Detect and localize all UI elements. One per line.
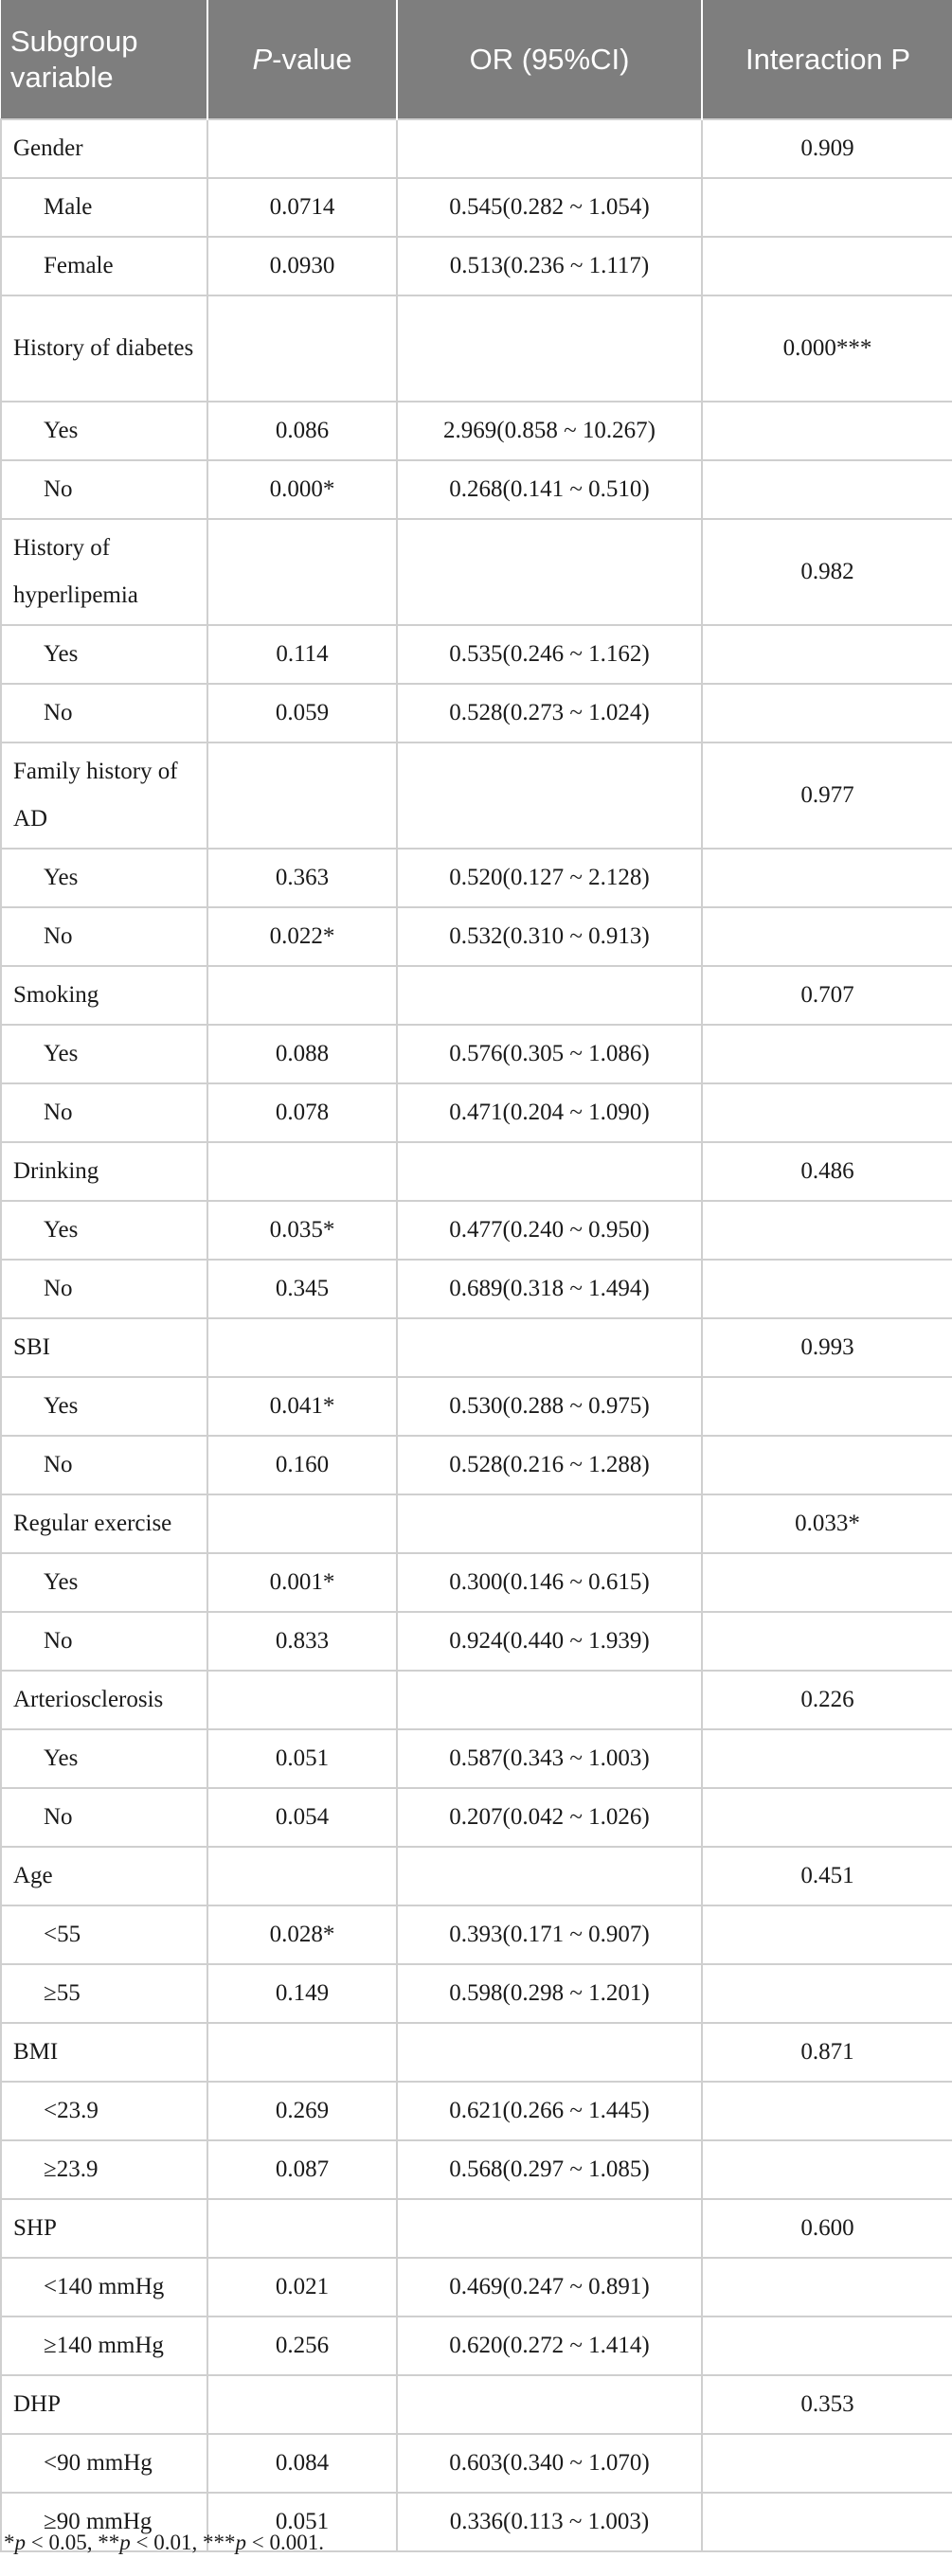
subgroup-row <box>1 2082 952 2140</box>
cell-interaction-p <box>702 1612 952 1671</box>
cell-p-value: 0.035* <box>207 1201 397 1260</box>
cell-p-value <box>207 966 397 1025</box>
cell-interaction-p: 0.982 <box>702 519 952 625</box>
group-row <box>1 742 952 849</box>
cell-p-value: 0.149 <box>207 1964 397 2023</box>
cell-interaction-p <box>702 1083 952 1142</box>
cell-or-ci <box>397 1847 702 1905</box>
cell-interaction-p: 0.707 <box>702 966 952 1025</box>
cell-or-ci: 0.532(0.310 ~ 0.913) <box>397 907 702 966</box>
subgroup-row <box>1 625 952 684</box>
cell-or-ci <box>397 1142 702 1201</box>
cell-or-ci: 0.598(0.298 ~ 1.201) <box>397 1964 702 2023</box>
cell-interaction-p <box>702 460 952 519</box>
cell-variable: <23.9 <box>1 2082 207 2140</box>
cell-p-value <box>207 2199 397 2258</box>
cell-interaction-p: 0.871 <box>702 2023 952 2082</box>
cell-variable: Age <box>1 1847 207 1905</box>
cell-p-value: 0.051 <box>207 2493 397 2551</box>
cell-variable: History of hyperlipemia <box>1 519 207 625</box>
cell-interaction-p <box>702 1905 952 1964</box>
cell-variable: Yes <box>1 849 207 907</box>
cell-variable: SHP <box>1 2199 207 2258</box>
subgroup-row <box>1 2258 952 2317</box>
cell-p-value: 0.087 <box>207 2140 397 2199</box>
cell-interaction-p <box>702 1788 952 1847</box>
cell-interaction-p: 0.033* <box>702 1494 952 1553</box>
cell-interaction-p: 0.451 <box>702 1847 952 1905</box>
cell-interaction-p <box>702 402 952 460</box>
footnote-p3: p <box>235 2531 246 2554</box>
cell-p-value: 0.256 <box>207 2317 397 2375</box>
cell-variable: No <box>1 684 207 742</box>
cell-variable: No <box>1 1612 207 1671</box>
cell-interaction-p <box>702 1377 952 1436</box>
cell-p-value: 0.269 <box>207 2082 397 2140</box>
cell-variable: Family history of AD <box>1 742 207 849</box>
header-p-italic: P <box>252 42 273 76</box>
subgroup-row <box>1 1729 952 1788</box>
cell-or-ci: 0.207(0.042 ~ 1.026) <box>397 1788 702 1847</box>
cell-interaction-p: 0.226 <box>702 1671 952 1729</box>
cell-or-ci: 0.545(0.282 ~ 1.054) <box>397 178 702 237</box>
cell-interaction-p <box>702 1025 952 1083</box>
cell-interaction-p <box>702 907 952 966</box>
cell-variable: ≥23.9 <box>1 2140 207 2199</box>
cell-variable: ≥90 mmHg <box>1 2493 207 2551</box>
cell-p-value: 0.363 <box>207 849 397 907</box>
subgroup-row <box>1 1964 952 2023</box>
group-row <box>1 119 952 178</box>
cell-p-value <box>207 2375 397 2434</box>
cell-interaction-p <box>702 2493 952 2551</box>
cell-variable: Yes <box>1 1553 207 1612</box>
cell-or-ci: 0.477(0.240 ~ 0.950) <box>397 1201 702 1260</box>
cell-p-value <box>207 119 397 178</box>
cell-p-value: 0.022* <box>207 907 397 966</box>
cell-or-ci: 0.576(0.305 ~ 1.086) <box>397 1025 702 1083</box>
cell-or-ci <box>397 119 702 178</box>
footnote-t2: < 0.01, *** <box>130 2531 236 2554</box>
cell-p-value <box>207 1671 397 1729</box>
footnote-t1: < 0.05, ** <box>26 2531 120 2554</box>
footnote-p2: p <box>119 2531 131 2554</box>
subgroup-row <box>1 1553 952 1612</box>
cell-variable: <55 <box>1 1905 207 1964</box>
cell-p-value: 0.0930 <box>207 237 397 295</box>
cell-or-ci: 0.620(0.272 ~ 1.414) <box>397 2317 702 2375</box>
group-row <box>1 519 952 625</box>
cell-or-ci <box>397 519 702 625</box>
cell-or-ci: 0.568(0.297 ~ 1.085) <box>397 2140 702 2199</box>
cell-interaction-p <box>702 2140 952 2199</box>
cell-or-ci: 0.528(0.273 ~ 1.024) <box>397 684 702 742</box>
cell-or-ci <box>397 966 702 1025</box>
cell-interaction-p: 0.977 <box>702 742 952 849</box>
subgroup-row <box>1 460 952 519</box>
cell-p-value: 0.833 <box>207 1612 397 1671</box>
header-row <box>1 0 952 119</box>
cell-variable: Yes <box>1 402 207 460</box>
group-row <box>1 1494 952 1553</box>
cell-variable: No <box>1 1083 207 1142</box>
subgroup-row <box>1 402 952 460</box>
table-body <box>1 119 952 2551</box>
header-p-value <box>207 0 397 119</box>
cell-variable: <90 mmHg <box>1 2434 207 2493</box>
footnote-p1: p <box>14 2531 26 2554</box>
cell-p-value: 0.078 <box>207 1083 397 1142</box>
subgroup-row <box>1 1436 952 1494</box>
cell-or-ci <box>397 295 702 402</box>
cell-interaction-p: 0.353 <box>702 2375 952 2434</box>
cell-variable: BMI <box>1 2023 207 2082</box>
group-row <box>1 1142 952 1201</box>
subgroup-row <box>1 849 952 907</box>
cell-variable: <140 mmHg <box>1 2258 207 2317</box>
cell-or-ci: 0.924(0.440 ~ 1.939) <box>397 1612 702 1671</box>
cell-interaction-p <box>702 2258 952 2317</box>
subgroup-row <box>1 237 952 295</box>
group-row <box>1 1847 952 1905</box>
cell-or-ci: 0.469(0.247 ~ 0.891) <box>397 2258 702 2317</box>
cell-interaction-p <box>702 237 952 295</box>
header-or-ci: OR (95%CI) <box>397 0 702 119</box>
cell-or-ci: 0.689(0.318 ~ 1.494) <box>397 1260 702 1318</box>
cell-variable: Yes <box>1 1377 207 1436</box>
subgroup-row <box>1 1377 952 1436</box>
footnote-t3: < 0.001. <box>245 2531 324 2554</box>
header-subgroup-variable: Subgroup variable <box>1 0 207 119</box>
cell-variable: SBI <box>1 1318 207 1377</box>
cell-or-ci: 0.513(0.236 ~ 1.117) <box>397 237 702 295</box>
cell-variable: Yes <box>1 1025 207 1083</box>
subgroup-row <box>1 1025 952 1083</box>
cell-variable: Yes <box>1 625 207 684</box>
cell-variable: DHP <box>1 2375 207 2434</box>
cell-variable: No <box>1 1436 207 1494</box>
cell-or-ci <box>397 1494 702 1553</box>
subgroup-row <box>1 2317 952 2375</box>
group-row <box>1 966 952 1025</box>
subgroup-row <box>1 178 952 237</box>
group-row <box>1 2199 952 2258</box>
cell-or-ci: 2.969(0.858 ~ 10.267) <box>397 402 702 460</box>
cell-interaction-p <box>702 1729 952 1788</box>
cell-p-value: 0.160 <box>207 1436 397 1494</box>
cell-variable: Yes <box>1 1729 207 1788</box>
cell-variable: No <box>1 1788 207 1847</box>
cell-p-value: 0.114 <box>207 625 397 684</box>
cell-or-ci: 0.268(0.141 ~ 0.510) <box>397 460 702 519</box>
cell-variable: History of diabetes <box>1 295 207 402</box>
cell-p-value: 0.041* <box>207 1377 397 1436</box>
cell-or-ci: 0.621(0.266 ~ 1.445) <box>397 2082 702 2140</box>
cell-p-value <box>207 2023 397 2082</box>
group-row <box>1 1671 952 1729</box>
cell-variable: Gender <box>1 119 207 178</box>
cell-p-value <box>207 295 397 402</box>
cell-variable: No <box>1 907 207 966</box>
cell-p-value <box>207 1847 397 1905</box>
cell-p-value: 0.086 <box>207 402 397 460</box>
subgroup-row <box>1 684 952 742</box>
cell-p-value: 0.084 <box>207 2434 397 2493</box>
cell-p-value <box>207 519 397 625</box>
subgroup-row <box>1 1083 952 1142</box>
cell-or-ci <box>397 742 702 849</box>
cell-interaction-p: 0.600 <box>702 2199 952 2258</box>
cell-or-ci <box>397 2023 702 2082</box>
subgroup-row <box>1 1905 952 1964</box>
subgroup-row <box>1 1612 952 1671</box>
cell-variable: ≥140 mmHg <box>1 2317 207 2375</box>
cell-variable: Female <box>1 237 207 295</box>
cell-or-ci: 0.535(0.246 ~ 1.162) <box>397 625 702 684</box>
cell-or-ci: 0.300(0.146 ~ 0.615) <box>397 1553 702 1612</box>
cell-interaction-p <box>702 2082 952 2140</box>
cell-variable: Arteriosclerosis <box>1 1671 207 1729</box>
cell-interaction-p: 0.486 <box>702 1142 952 1201</box>
subgroup-row <box>1 1788 952 1847</box>
cell-or-ci <box>397 1671 702 1729</box>
cell-variable: Male <box>1 178 207 237</box>
cell-or-ci: 0.520(0.127 ~ 2.128) <box>397 849 702 907</box>
group-row <box>1 2375 952 2434</box>
cell-or-ci: 0.336(0.113 ~ 1.003) <box>397 2493 702 2551</box>
cell-p-value: 0.345 <box>207 1260 397 1318</box>
cell-interaction-p <box>702 1964 952 2023</box>
cell-p-value: 0.0714 <box>207 178 397 237</box>
cell-or-ci <box>397 2199 702 2258</box>
cell-variable: No <box>1 1260 207 1318</box>
cell-interaction-p <box>702 1201 952 1260</box>
subgroup-row <box>1 2434 952 2493</box>
cell-interaction-p <box>702 1553 952 1612</box>
cell-or-ci: 0.393(0.171 ~ 0.907) <box>397 1905 702 1964</box>
cell-variable: Yes <box>1 1201 207 1260</box>
cell-interaction-p: 0.993 <box>702 1318 952 1377</box>
cell-p-value: 0.021 <box>207 2258 397 2317</box>
table-footnote <box>0 2531 324 2555</box>
cell-p-value: 0.000* <box>207 460 397 519</box>
header-p-rest: -value <box>272 42 352 76</box>
subgroup-row <box>1 2140 952 2199</box>
group-row <box>1 2023 952 2082</box>
subgroup-row <box>1 907 952 966</box>
cell-or-ci <box>397 2375 702 2434</box>
cell-variable: Drinking <box>1 1142 207 1201</box>
cell-interaction-p <box>702 625 952 684</box>
cell-p-value: 0.001* <box>207 1553 397 1612</box>
cell-or-ci: 0.528(0.216 ~ 1.288) <box>397 1436 702 1494</box>
cell-interaction-p: 0.000*** <box>702 295 952 402</box>
cell-interaction-p <box>702 2434 952 2493</box>
cell-variable: ≥55 <box>1 1964 207 2023</box>
cell-p-value: 0.054 <box>207 1788 397 1847</box>
cell-or-ci <box>397 1318 702 1377</box>
cell-interaction-p <box>702 2317 952 2375</box>
cell-p-value <box>207 1318 397 1377</box>
table-header <box>1 0 952 119</box>
cell-interaction-p <box>702 1436 952 1494</box>
footnote-lead: * <box>4 2531 15 2554</box>
cell-or-ci: 0.603(0.340 ~ 1.070) <box>397 2434 702 2493</box>
cell-interaction-p: 0.909 <box>702 119 952 178</box>
group-row <box>1 295 952 402</box>
cell-interaction-p <box>702 178 952 237</box>
cell-p-value <box>207 742 397 849</box>
header-interaction-p: Interaction P <box>702 0 952 119</box>
cell-p-value <box>207 1142 397 1201</box>
group-row <box>1 1318 952 1377</box>
subgroup-row <box>1 1260 952 1318</box>
cell-p-value: 0.028* <box>207 1905 397 1964</box>
cell-variable: Regular exercise <box>1 1494 207 1553</box>
cell-p-value: 0.059 <box>207 684 397 742</box>
cell-or-ci: 0.587(0.343 ~ 1.003) <box>397 1729 702 1788</box>
subgroup-row <box>1 1201 952 1260</box>
cell-p-value: 0.088 <box>207 1025 397 1083</box>
cell-or-ci: 0.530(0.288 ~ 0.975) <box>397 1377 702 1436</box>
cell-or-ci: 0.471(0.204 ~ 1.090) <box>397 1083 702 1142</box>
cell-interaction-p <box>702 849 952 907</box>
cell-p-value: 0.051 <box>207 1729 397 1788</box>
cell-p-value <box>207 1494 397 1553</box>
cell-variable: Smoking <box>1 966 207 1025</box>
cell-variable: No <box>1 460 207 519</box>
cell-interaction-p <box>702 1260 952 1318</box>
cell-interaction-p <box>702 684 952 742</box>
